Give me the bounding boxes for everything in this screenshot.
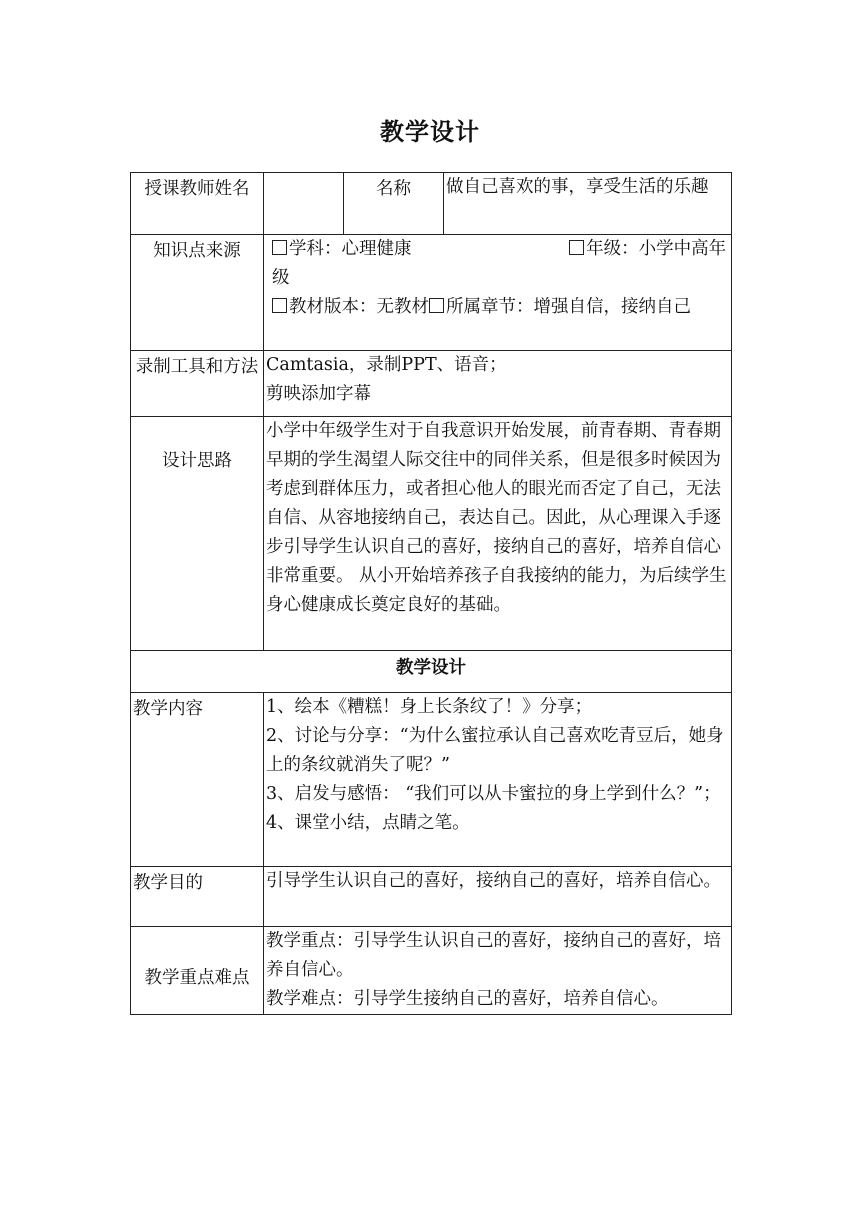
tools-line-1: Camtasia，录制PPT、语音； [266, 355, 507, 375]
page-title: 教学设计 [380, 118, 480, 146]
chapter-checkbox [429, 298, 444, 313]
section-row [131, 651, 732, 693]
design-table [130, 172, 732, 1015]
chapter-text: 所属章节：增强自信，接纳自己 [446, 297, 691, 317]
content-item: 3、启发与感悟： “我们可以从卡蜜拉的身上学到什么？”； [266, 784, 721, 804]
name-value: 做自己喜欢的事，享受生活的乐趣 [444, 173, 732, 235]
purpose-text: 引导学生认识自己的喜好，接纳自己的喜好，培养自信心。 [264, 867, 732, 927]
idea-text: 小学中年级学生对于自我意识开始发展，前青春期、青春期早期的学生渴望人际交往中的同伴关系，但是很多时候因为考虑到群体压力，或者担心他人的眼光而否定了自己，无法自信、从容地接纳自己，表达自己。因此，从心理课入手逐步引导学生认识自己的喜好，接纳自己的喜好，培养自信心非常重要。 从小开始培养孩子自我接纳的能力，为后续学生身心健康成长奠定良好的基础。 [264, 417, 732, 651]
focus-key: 教学重点：引导学生认识自己的喜好，接纳自己的喜好，培养自信心。 [266, 931, 721, 980]
focus-text [264, 927, 732, 1015]
content-item: 1、绘本《糟糕！身上长条纹了！》分享； [266, 697, 593, 717]
idea-label: 设计思路 [131, 417, 264, 651]
source-row [131, 235, 732, 351]
teacher-row [131, 173, 732, 235]
subject-checkbox [272, 240, 287, 255]
source-line-2 [272, 293, 729, 322]
teacher-value [264, 173, 344, 235]
content-list [264, 693, 732, 867]
tools-label: 录制工具和方法 [131, 351, 264, 417]
purpose-row [131, 867, 732, 927]
focus-row [131, 927, 732, 1015]
tools-value [264, 351, 732, 417]
tools-line-2: 剪映添加字幕 [266, 384, 371, 404]
name-label: 名称 [344, 173, 444, 235]
section-title: 教学设计 [131, 651, 732, 693]
teacher-label: 授课教师姓名 [131, 173, 264, 235]
content-item: 2、讨论与分享：“为什么蜜拉承认自己喜欢吃青豆后，她身上的条纹就消失了呢？” [266, 726, 724, 775]
tools-row [131, 351, 732, 417]
source-label: 知识点来源 [131, 235, 264, 351]
source-line-1 [272, 235, 729, 293]
content-label: 教学内容 [131, 693, 264, 867]
content-row [131, 693, 732, 867]
subject-text: 学科：心理健康 [289, 239, 412, 259]
content-item: 4、课堂小结，点睛之笔。 [266, 813, 470, 833]
idea-row [131, 417, 732, 651]
grade-checkbox [569, 240, 584, 255]
purpose-label: 教学目的 [131, 867, 264, 927]
focus-difficult: 教学难点：引导学生接纳自己的喜好，培养自信心。 [266, 989, 669, 1009]
source-value [264, 235, 732, 351]
edition-text: 教材版本：无教材 [289, 297, 429, 317]
grade-text: 年级：小学中高年级 [272, 239, 727, 288]
edition-checkbox [272, 298, 287, 313]
focus-label: 教学重点难点 [131, 927, 264, 1015]
